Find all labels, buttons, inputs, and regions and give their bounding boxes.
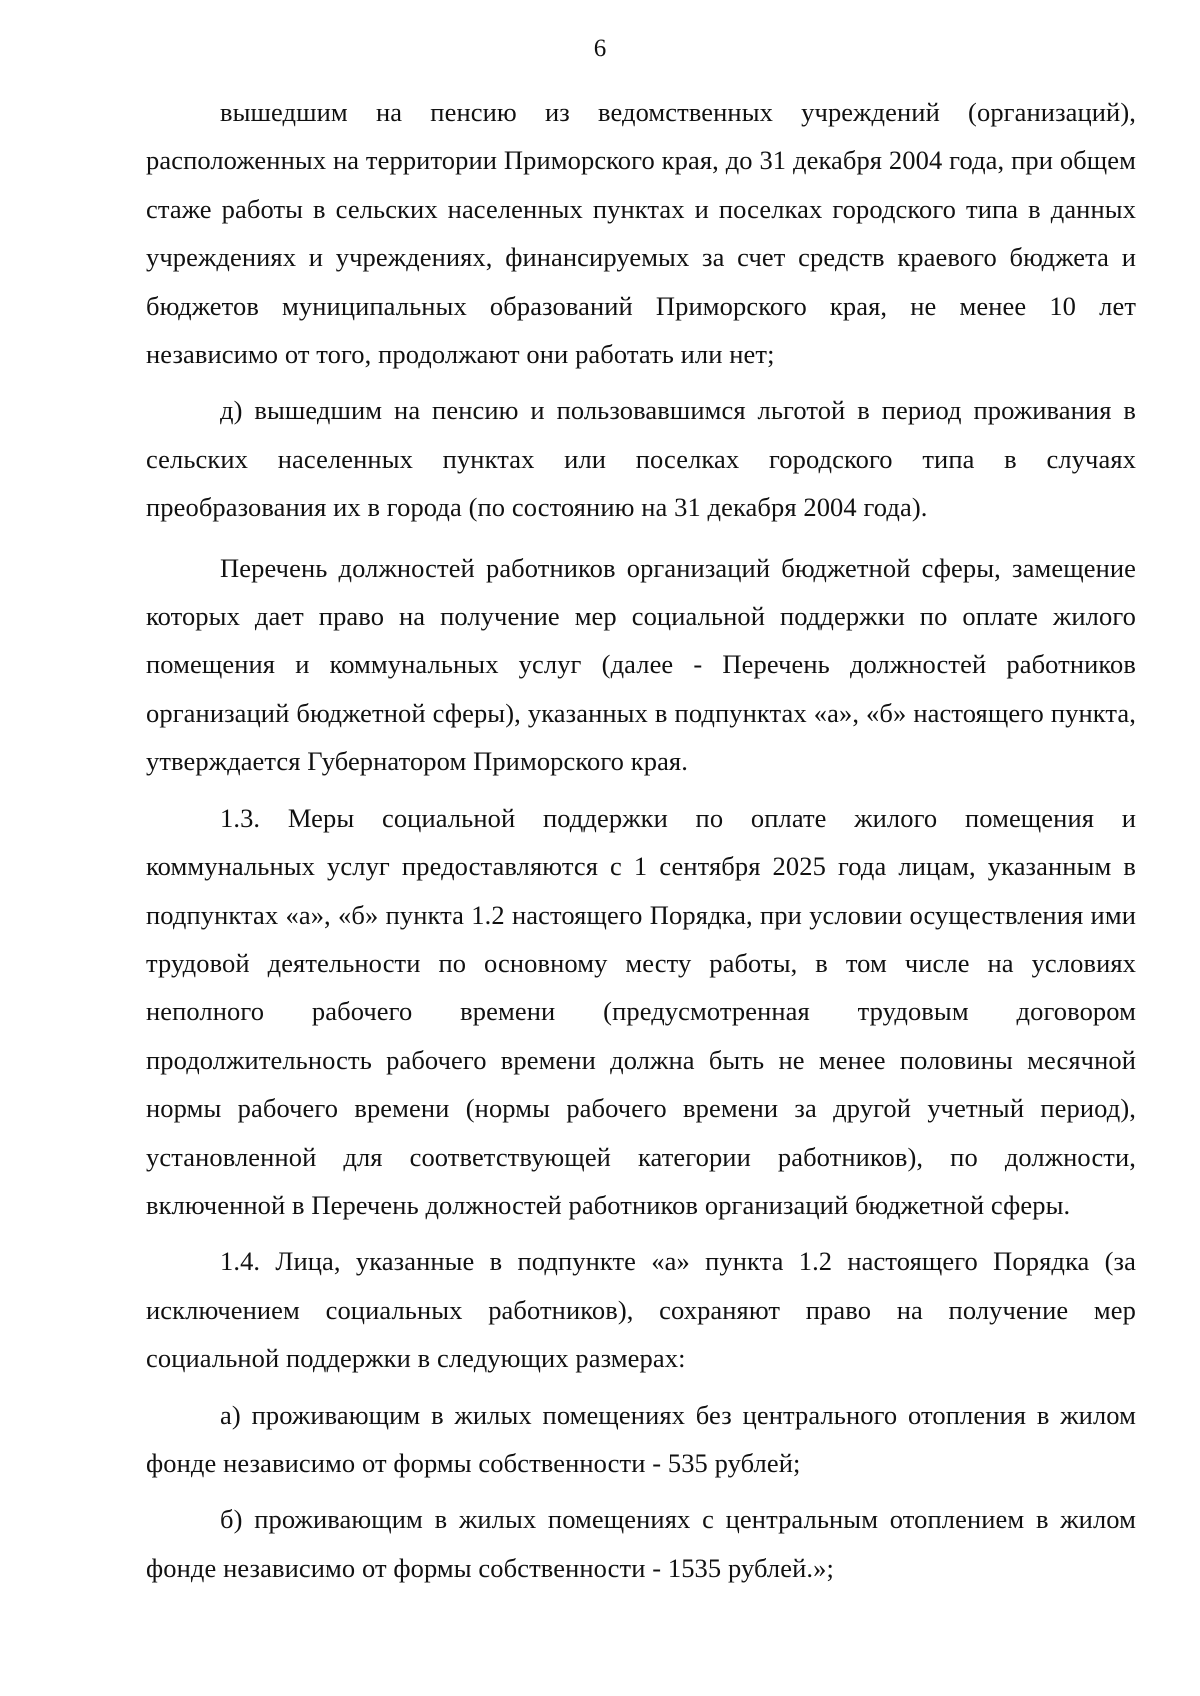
document-body xyxy=(146,88,1136,1592)
paragraph-subitem-d: д) вышедшим на пенсию и пользовавшимся льготой в период проживания в сельских населенных пунктах или поселках городского типа в случаях преобразования их в города (по состоянию на 31 декабря 2004 года). xyxy=(146,395,1136,523)
paragraph-positions-list: Перечень должностей работников организаций бюджетной сферы, замещение которых дает право на получение мер социальной поддержки по оплате жилого помещения и коммунальных услуг (далее - Перечень должностей работников организаций бюджетной сферы), указанных в подпунктах «а», «б» настоящего пункта, утверждается Губернатором Приморского края. xyxy=(146,552,1136,777)
paragraph-1-4: 1.4. Лица, указанные в подпункте «а» пункта 1.2 настоящего Порядка (за исключением социальных работников), сохраняют право на получение мер социальной поддержки в следующих размерах: xyxy=(146,1246,1136,1374)
page-number: 6 xyxy=(593,35,607,62)
paragraph-subitem-b: б) проживающим в жилых помещениях с центральным отоплением в жилом фонде независимо от формы собственности - 1535 рублей.»; xyxy=(146,1504,1136,1583)
paragraph-continuation: вышедшим на пенсию из ведомственных учреждений (организаций), расположенных на территории Приморского края, до 31 декабря 2004 года, при общем стаже работы в сельских населенных пунктах и поселках городского типа в данных учреждениях и учреждениях, финансируемых за счет средств краевого бюджета и бюджетов муниципальных образований Приморского края, не менее 10 лет независимо от того, продолжают они работать или нет; xyxy=(146,97,1136,370)
paragraph-subitem-a: а) проживающим в жилых помещениях без центрального отопления в жилом фонде независимо от формы собственности - 535 рублей; xyxy=(146,1399,1136,1478)
paragraph-1-3: 1.3. Меры социальной поддержки по оплате жилого помещения и коммунальных услуг предоставляются с 1 сентября 2025 года лицам, указанным в подпунктах «а», «б» пункта 1.2 настоящего Порядка, при условии осуществления ими трудовой деятельности по основному месту работы, в том числе на условиях неполного рабочего времени (предусмотренная трудовым договором продолжительность рабочего времени должна быть не менее половины месячной нормы рабочего времени (нормы рабочего времени за другой учетный период), установленной для соответствующей категории работников), по должности, включенной в Перечень должностей работников организаций бюджетной сферы. xyxy=(146,802,1136,1220)
